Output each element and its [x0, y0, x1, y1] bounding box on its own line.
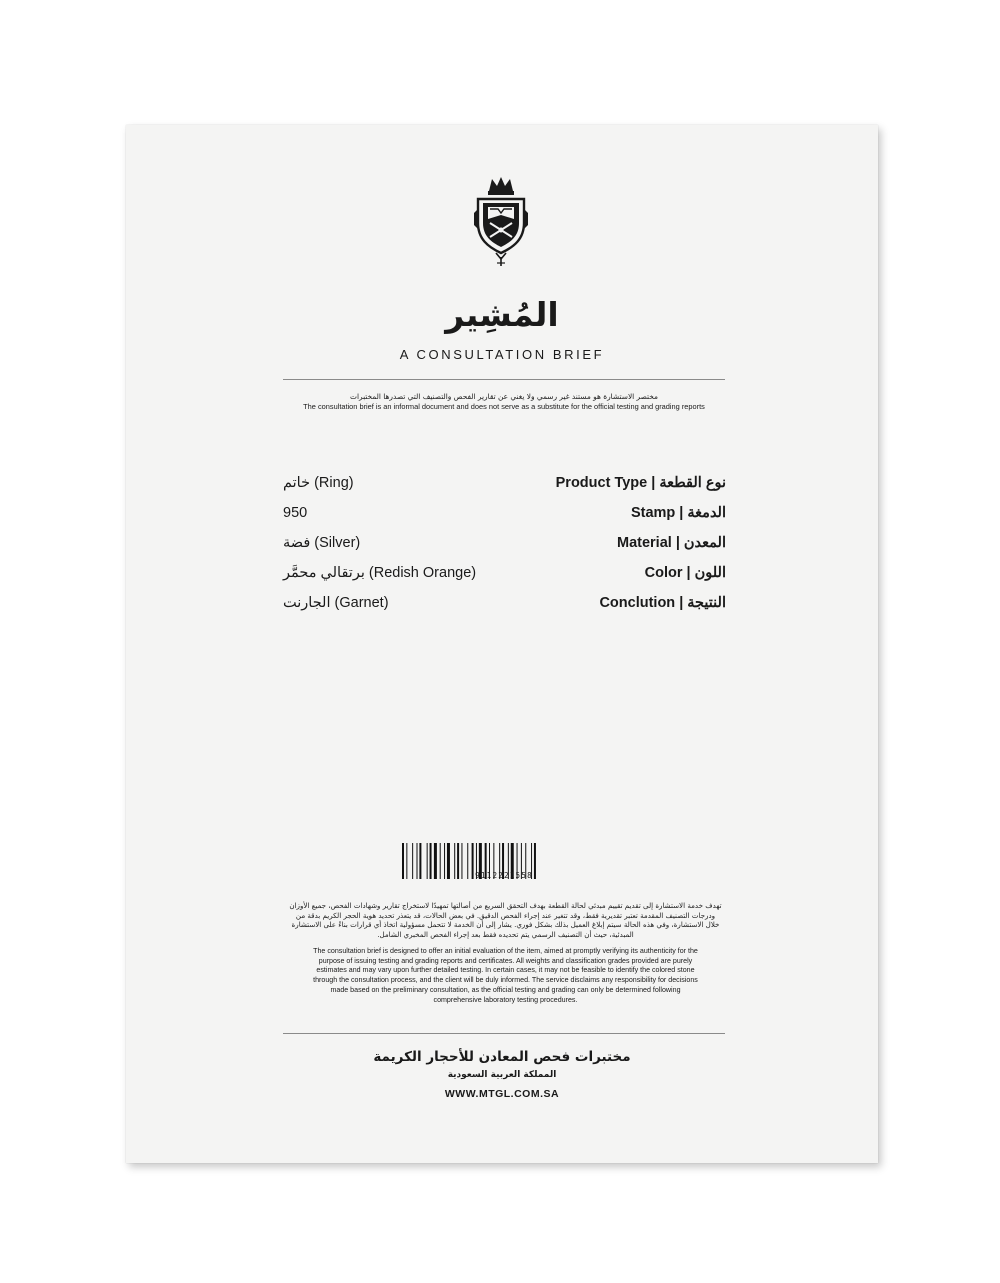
disclaimer-line: made based on the preliminary consultation, as the official testing and grading can only be determined following: [330, 985, 681, 994]
disclaimer-line: purpose of issuing testing and grading reports and certificates. All weights and classification grades provided are purely: [318, 956, 693, 965]
detail-label: Stamp | الدمغة: [630, 505, 726, 521]
detail-value: فضة (Silver): [283, 535, 361, 551]
detail-row-product-type: [283, 475, 726, 497]
disclaimer-english: [288, 947, 723, 1005]
notice-english: The consultation brief is an informal document and does not serve as a substitute for the official testing and grading reports: [303, 402, 705, 411]
detail-row-stamp: [283, 505, 726, 527]
footer-website-link[interactable]: WWW.MTGL.COM.SA: [444, 1088, 560, 1100]
bottom-divider: [283, 1033, 725, 1034]
top-divider: [283, 379, 725, 380]
brand-title-arabic: المُشِير: [445, 295, 559, 334]
detail-value: خاتم (Ring): [283, 475, 354, 491]
document-sheet: [126, 125, 878, 1163]
detail-label: Material | المعدن: [616, 535, 726, 551]
disclaimer-arabic: تهدف خدمة الاستشارة إلى تقديم تقييم مبدئي لحالة القطعة بهدف التحقق السريع من أصالتها تمهيدًا لاستخراج تقارير وشهادات الفحص، جميع الأوزان ودرجات التصنيف المقدمة تعتبر تقديرية فقط، وقد تتغير عند إجراء الفحص الدقيق. في بعض الحالات، قد يتعذر تحديد هوية الحجر الكريم بدقة من خلال الاستشارة، وفي هذه الحالة سيتم إبلاغ العميل بذلك بشكل فوري. يشار إلى أن الخدمة لا تتحمل مسؤولية اتخاذ أي قرارات بناءً على الاستشارة المبدئية، حيث أن التصنيف الرسمي يتم تحديده فقط بعد إجراء الفحص المخبري الشامل.: [289, 901, 722, 939]
detail-value: الجارنت (Garnet): [283, 595, 389, 611]
disclaimer-line: The consultation brief is designed to offer an initial evaluation of the item, aimed at promptly verifying its authenticity for the: [313, 947, 698, 955]
detail-value: 950: [283, 505, 308, 521]
notice-arabic: مختصر الاستشارة هو مستند غير رسمي ولا يغني عن تقارير الفحص والتصنيف التي تصدرها المختبرات: [349, 392, 659, 401]
detail-value: برتقالي محمَّر (Redish Orange): [283, 565, 477, 581]
brand-subtitle: A CONSULTATION BRIEF: [399, 347, 605, 362]
detail-label: Color | اللون: [644, 565, 726, 581]
barcode-number: 9112221558: [475, 871, 533, 880]
detail-row-color: [283, 565, 726, 587]
detail-label: Conclution | النتيجة: [599, 595, 726, 611]
detail-label: Product Type | نوع القطعة: [555, 475, 726, 491]
crest-logo-icon: [472, 173, 530, 267]
footer-org-name: مختبرات فحص المعادن للأحجار الكريمة: [373, 1049, 631, 1065]
disclaimer-line: estimates and may vary upon further detailed testing. In certain cases, it may not be feasible to identify the colored stone: [316, 966, 695, 975]
footer-country: المملكة العربية السعودية: [447, 1070, 557, 1080]
disclaimer-line: comprehensive laboratory testing procedures.: [433, 995, 578, 1004]
detail-row-conclusion: [283, 595, 726, 617]
disclaimer-line: through the consultation process, and the client will be duly informed. The service disclaims any responsibility for decisions: [313, 976, 698, 985]
detail-row-material: [283, 535, 726, 557]
